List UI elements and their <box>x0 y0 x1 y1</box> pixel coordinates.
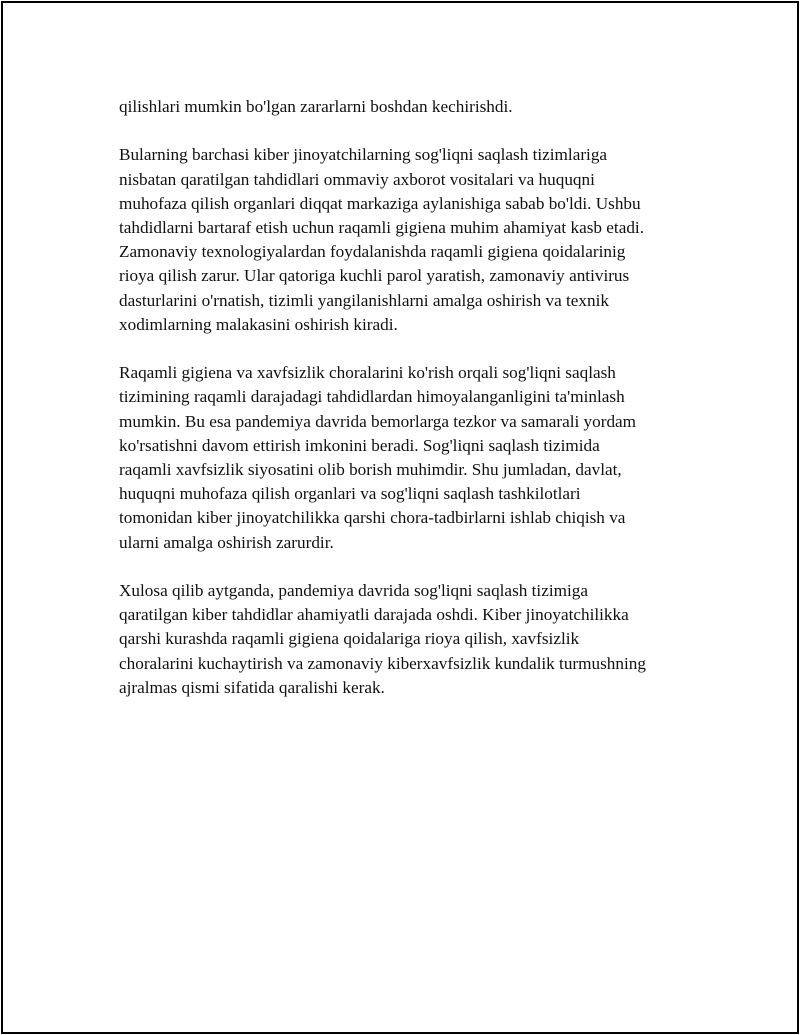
paragraph-1 <box>119 95 699 119</box>
paragraph-line: tizimining raqamli darajadagi tahdidlardan himoyalanganligini ta'minlash <box>119 387 625 407</box>
paragraph-line: choralarini kuchaytirish va zamonaviy kiberxavfsizlik kundalik turmushning <box>119 653 646 673</box>
paragraph-line: tomonidan kiber jinoyatchilikka qarshi chora-tadbirlarni ishlab chiqish va <box>119 508 626 528</box>
paragraph-line: Zamonaviy texnologiyalardan foydalanishda raqamli gigiena qoidalarinig <box>119 242 626 262</box>
paragraph-line: dasturlarini o'rnatish, tizimli yangilanishlarni amalga oshirish va texnik <box>119 290 609 310</box>
paragraph-line: mumkin. Bu esa pandemiya davrida bemorlarga tezkor va samarali yordam <box>119 411 637 431</box>
paragraph-line: huquqni muhofaza qilish organlari va sog'liqni saqlash tashkilotlari <box>119 484 581 504</box>
paragraph-3 <box>119 361 699 555</box>
paragraph-2 <box>119 143 699 337</box>
document-page <box>1 1 799 1034</box>
paragraph-line: qilishlari mumkin bo'lgan zararlarni boshdan kechirishdi. <box>119 97 513 116</box>
paragraph-line: tahdidlarni bartaraf etish uchun raqamli gigiena muhim ahamiyat kasb etadi. <box>119 218 644 237</box>
paragraph-line: ularni amalga oshirish zarurdir. <box>119 532 334 552</box>
paragraph-line: Raqamli gigiena va xavfsizlik choralarini ko'rish orqali sog'liqni saqlash <box>119 363 616 383</box>
paragraph-line: nisbatan qaratilgan tahdidlari ommaviy axborot vositalari va huquqni <box>119 169 595 189</box>
document-body <box>119 95 699 724</box>
paragraph-line: muhofaza qilish organlari diqqat markaziga aylanishiga sabab bo'ldi. Ushbu <box>119 193 641 213</box>
paragraph-line: xodimlarning malakasini oshirish kiradi. <box>119 314 398 334</box>
paragraph-line: ko'rsatishni davom ettirish imkonini beradi. Sog'liqni saqlash tizimida <box>119 435 600 455</box>
paragraph-line: Bularning barchasi kiber jinoyatchilarning sog'liqni saqlash tizimlariga <box>119 145 608 165</box>
paragraph-line: ajralmas qismi sifatida qaralishi kerak. <box>119 677 385 697</box>
paragraph-line: raqamli xavfsizlik siyosatini olib borish muhimdir. Shu jumladan, davlat, <box>119 460 622 480</box>
paragraph-line: qaratilgan kiber tahdidlar ahamiyatli darajada oshdi. Kiber jinoyatchilikka <box>119 605 629 625</box>
paragraph-line: rioya qilish zarur. Ular qatoriga kuchli parol yaratish, zamonaviy antivirus <box>119 266 630 286</box>
paragraph-line: qarshi kurashda raqamli gigiena qoidalariga rioya qilish, xavfsizlik <box>119 629 580 649</box>
paragraph-line: Xulosa qilib aytganda, pandemiya davrida sog'liqni saqlash tizimiga <box>119 581 588 601</box>
paragraph-4 <box>119 579 699 700</box>
